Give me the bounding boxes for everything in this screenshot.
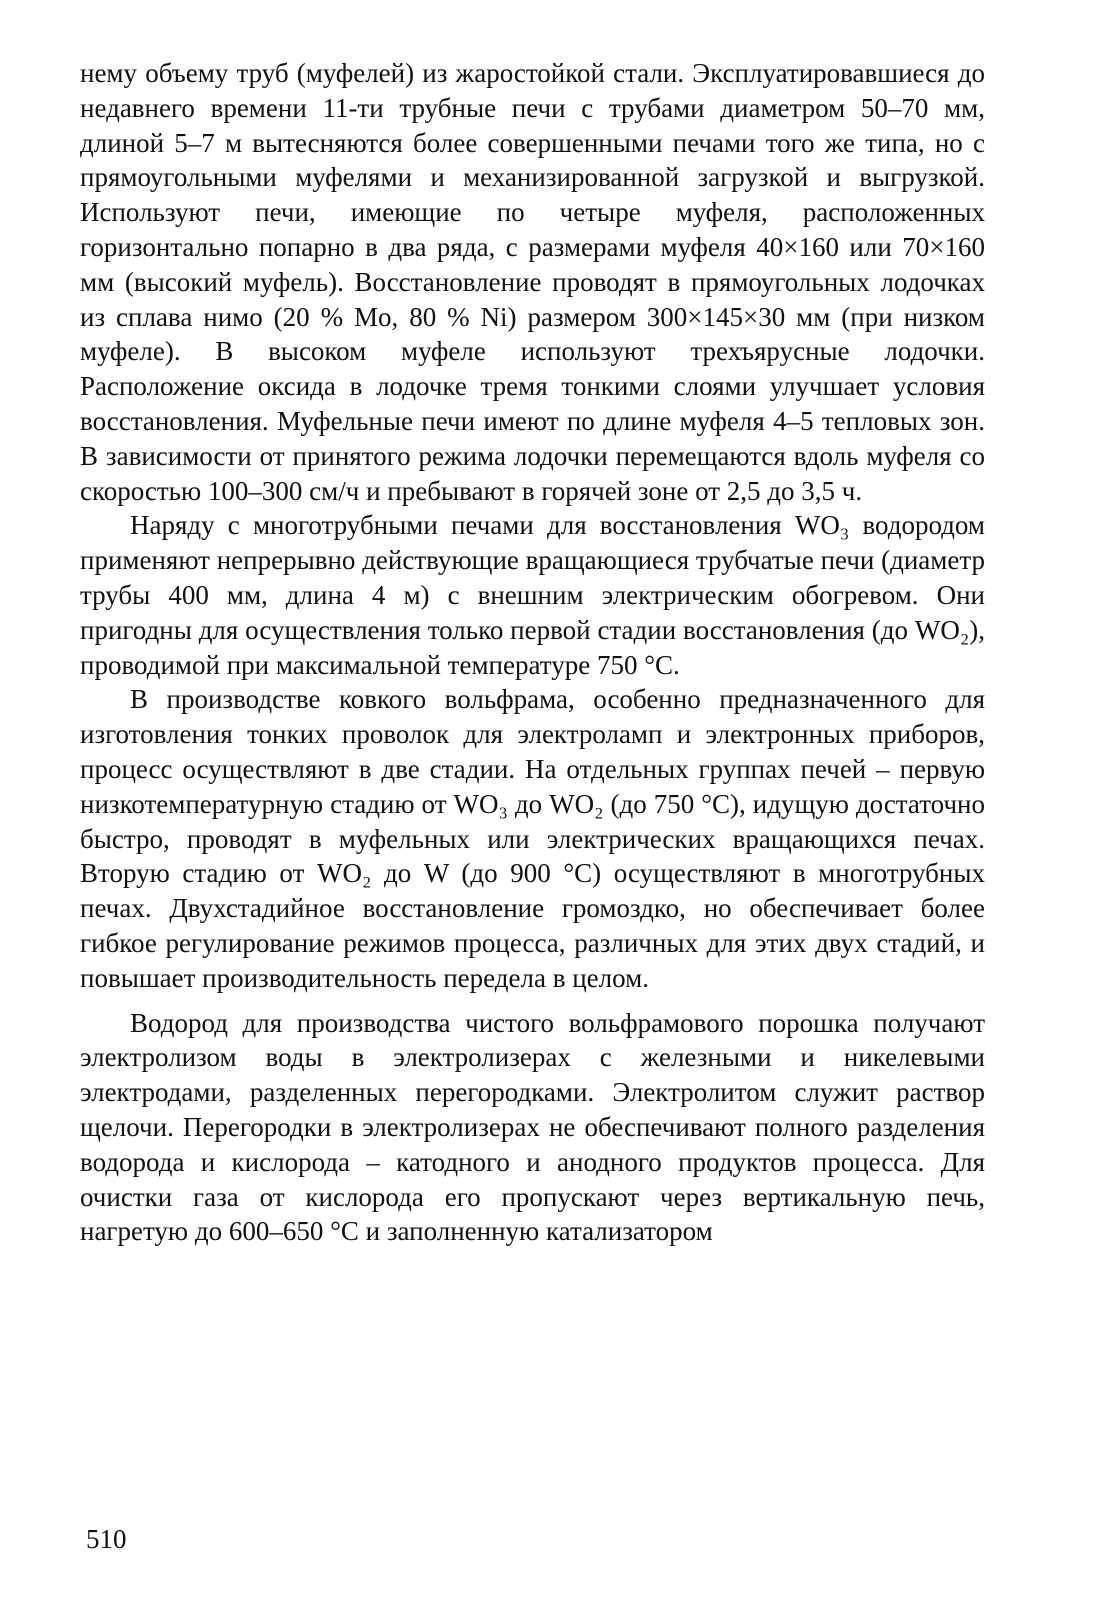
page-number: 510 <box>86 1524 127 1554</box>
paragraph-hydrogen-production: Водород для производства чистого вольфрамового порошка получают электролизом воды в электролизерах с железными и никелевыми электродами, разделенных перегородками. Электролитом служит раствор щелочи. Перегородки в электролизерах не обеспечивают полного разделения водорода и кислорода – катодного и анодного продуктов процесса. Для очистки газа от кислорода его пропускают через вертикальную печь, нагретую до 600–650 °C и заполненную катализатором <box>80 1007 985 1247</box>
page-body <box>80 56 985 1249</box>
paragraph-two-stage-reduction: В производстве ковкого вольфрама, особенно предназначенного для изготовления тонких проволок для электроламп и электронных приборов, процесс осуществляют в две стадии. На отдельных группах печей – первую низкотемпературную стадию от WO₃ до WO₂ (до 750 °C), идущую достаточно быстро, проводят в муфельных или электрических вращающихся печах. Вторую стадию от WO₂ до W (до 900 °C) осуществляют в многотрубных печах. Двухстадийное восстановление громоздко, но обеспечивает более гибкое регулирование режимов процесса, различных для этих двух стадий, и повышает производительность передела в целом. <box>80 684 985 993</box>
paragraph-muffle-furnaces: нему объему труб (муфелей) из жаростойкой стали. Эксплуатировавшиеся до недавнего времени 11-ти трубные печи с трубами диаметром 50–70 мм, длиной 5–7 м вытесняются более совершенными печами того же типа, но с прямоугольными муфелями и механизированной загрузкой и выгрузкой. Используют печи, имеющие по четыре муфеля, расположенных горизонтально попарно в два ряда, с размерами муфеля 40×160 или 70×160 мм (высокий муфель). Восстановление проводят в прямоугольных лодочках из сплава нимо (20 % Mo, 80 % Ni) размером 300×145×30 мм (при низком муфеле). В высоком муфеле используют трехъярусные лодочки. Расположение оксида в лодочке тремя тонкими слоями улучшает условия восстановления. Муфельные печи имеют по длине муфеля 4–5 тепловых зон. В зависимости от принятого режима лодочки перемещаются вдоль муфеля со скоростью 100–300 см/ч и пребывают в горячей зоне от 2,5 до 3,5 ч. <box>80 58 985 506</box>
paragraph-rotary-furnaces: Наряду с многотрубными печами для восстановления WO₃ водородом применяют непрерывно действующие вращающиеся трубчатые печи (диаметр трубы 400 мм, длина 4 м) с внешним электрическим обогревом. Они пригодны для осуществления только первой стадии восстановления (до WO₂), проводимой при максимальной температуре 750 °C. <box>80 510 985 680</box>
